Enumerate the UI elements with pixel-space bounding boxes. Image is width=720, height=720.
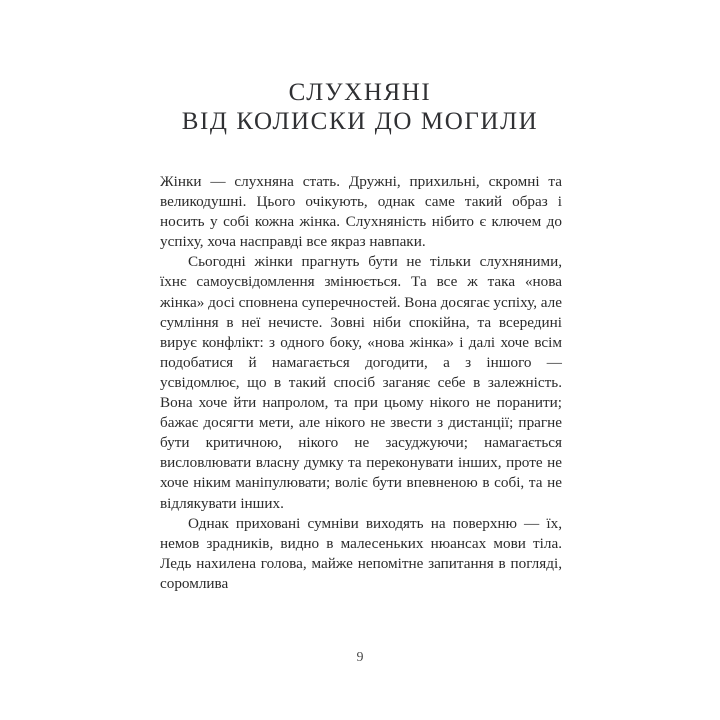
paragraph: Однак приховані сумніви виходять на поверхню — їх, немов зрадників, видно в малесеньких нюансах мови тіла. Ледь нахилена голова, майже непомітне запитання в погляді, соромлива bbox=[160, 514, 562, 592]
page-number: 9 bbox=[356, 650, 364, 665]
paragraph: Жінки — слухняна стать. Дружні, прихильні, скромні та великодушні. Цього очікують, однак саме такий образ і носить у собі кожна жінка. Слухняність нібито є ключем до успіху, хоча насправді все якраз навпаки. bbox=[160, 173, 562, 251]
chapter-title-line-1: СЛУХНЯНІ bbox=[288, 79, 432, 106]
paragraph: Сьогодні жінки прагнуть бути не тільки слухняними, їхнє самоусвідомлення змінюється. Та все ж така «нова жінка» досі сповнена суперечностей. Вона досягає успіху, але сумління в неї нечисте. Зовні ніби спокійна, та всередині вирує конфлікт: з одного боку, «нова жінка» і далі хоче всім подобатися й намагається догодити, а з іншого — усвідомлює, що в такий спосіб заганяє себе в залежність. Вона хоче йти напролом, та при цьому нікого не поранити; бажає досягти мети, але нікого не звести з дистанції; прагне бути критичною, нікого не засуджуючи; намагається висловлювати власну думку та переконувати інших, проте не хоче ніким маніпулювати; воліє бути впевненою в собі, та не відлякувати інших. bbox=[160, 253, 562, 512]
chapter-title-line-2: ВІД КОЛИСКИ ДО МОГИЛИ bbox=[181, 108, 539, 135]
chapter-heading bbox=[0, 78, 720, 136]
body-text bbox=[160, 172, 562, 594]
